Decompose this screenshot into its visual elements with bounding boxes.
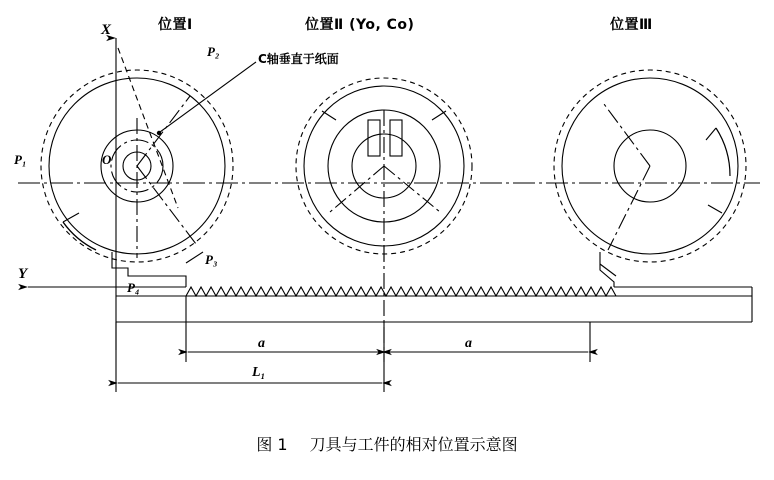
- point-p1-label: P₁: [14, 152, 27, 167]
- figure-caption-text: 刀具与工件的相对位置示意图: [309, 435, 518, 454]
- point-o-label: O: [102, 152, 112, 167]
- cutter-position-3: [554, 70, 746, 287]
- position-3-title: 位置Ⅲ: [610, 17, 653, 33]
- position-1-title: 位置Ⅰ: [158, 17, 193, 33]
- dimension-l1-label: L₁: [252, 365, 266, 380]
- point-p2-label: P₂: [207, 44, 220, 59]
- leader-lines: [157, 62, 256, 135]
- workpiece-rack: [116, 287, 752, 392]
- figure-caption: [0, 432, 774, 455]
- dimension-a-right-label: a: [465, 336, 472, 351]
- axis-y-label: Y: [18, 266, 28, 282]
- dimension-lines: [118, 352, 588, 383]
- dimension-a-left-label: a: [258, 336, 265, 351]
- figure-caption-number: 图 1: [256, 435, 288, 454]
- cutter-position-2: [296, 78, 472, 352]
- point-p3-label: P₃: [205, 252, 218, 267]
- axis-x-label: X: [101, 22, 112, 38]
- axis-lines: [28, 38, 160, 350]
- position-2-title: 位置Ⅱ (Yo, Co): [305, 17, 415, 33]
- c-axis-note: C轴垂直于纸面: [258, 52, 339, 66]
- point-p4-label: P₄: [127, 280, 140, 295]
